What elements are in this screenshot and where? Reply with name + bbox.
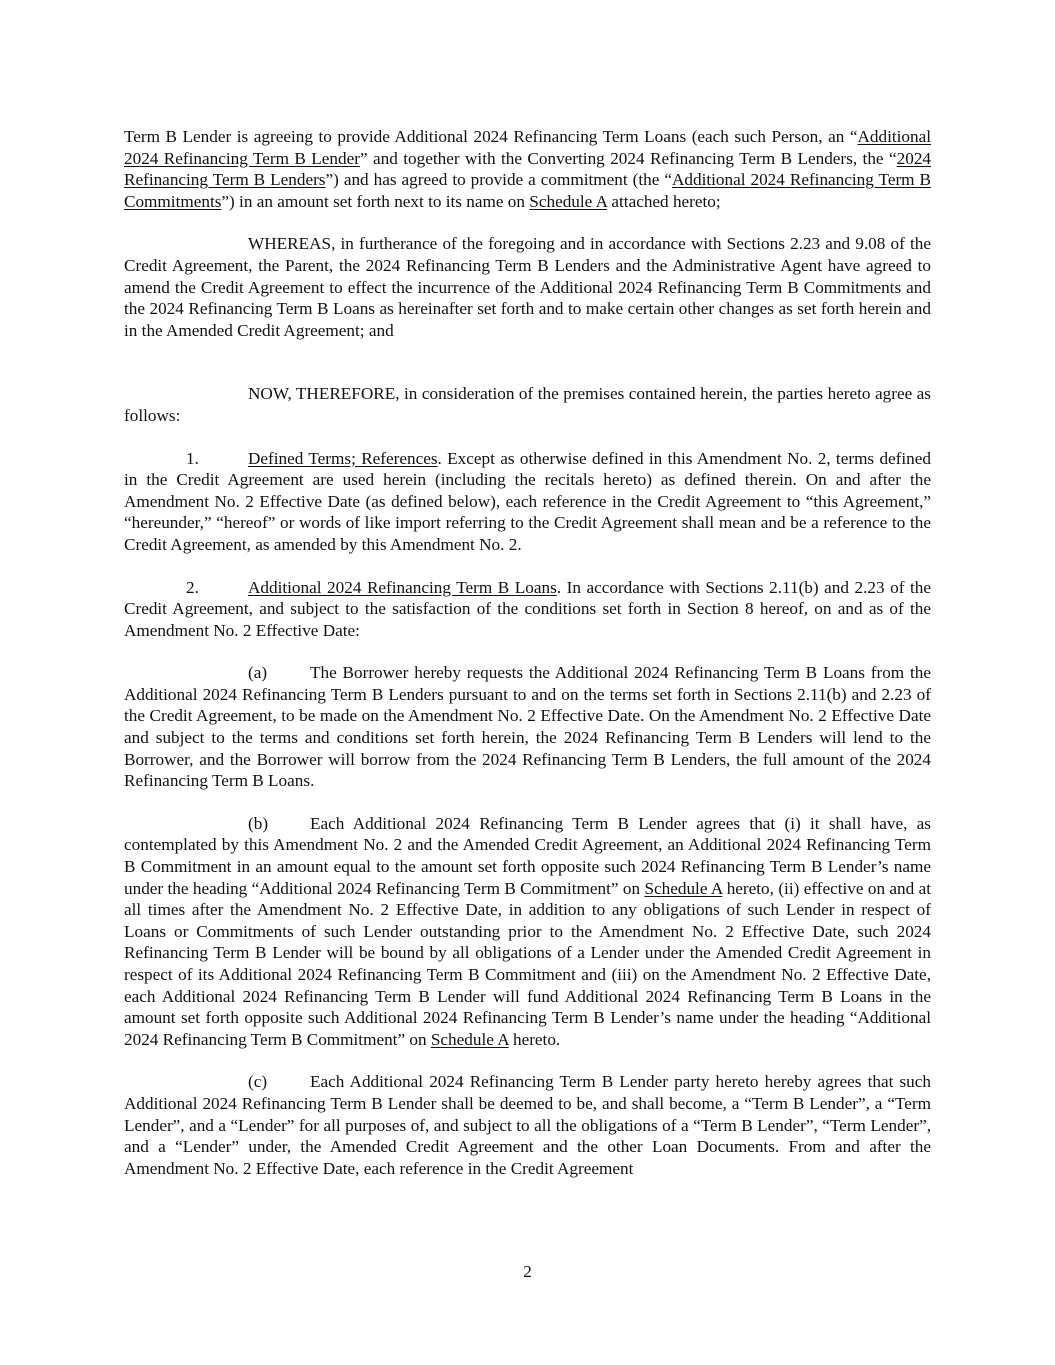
recital-continuation: [124, 126, 931, 212]
defined-term: Additional 2024 Refinancing Term B Lender: [124, 127, 931, 168]
text: attached hereto;: [607, 191, 721, 211]
text: ” and together with the Converting 2024 Refinancing Term B Lenders, the “: [359, 148, 897, 168]
section-heading: Additional 2024 Refinancing Term B Loans: [248, 577, 557, 597]
section-body: . Except as otherwise defined in this Amendment No. 2, terms defined in the Credit Agreement are used herein (including the recitals hereto) as defined therein. On and after the Amendment No. 2 Effective Date (as defined below), each reference in the Credit Agreement to “this Agreement,” “hereunder,” “hereof” or words of like import referring to the Credit Agreement shall mean and be a reference to the Credit Agreement, as amended by this Amendment No. 2.: [124, 448, 931, 554]
section-number: 1.: [186, 448, 199, 468]
section-2: [124, 577, 931, 642]
defined-term: 2024 Refinancing Term B Lenders: [124, 148, 931, 190]
schedule-reference: Schedule A: [644, 878, 723, 898]
subsection-b: [124, 813, 931, 1051]
schedule-reference: Schedule A: [529, 191, 608, 211]
document-page: [124, 126, 931, 1179]
section-body: . In accordance with Sections 2.11(b) and 2.23 of the Credit Agreement, and subject to the satisfaction of the conditions set forth in Section 8 hereof, on and as of the Amendment No. 2 Effective Date:: [124, 577, 931, 640]
text: ”) and has agreed to provide a commitment (the “: [325, 170, 672, 190]
text: hereto, (ii) effective on and at all times after the Amendment No. 2 Effective Date, in addition to any obligations of such Lender in respect of Loans or Commitments of such Lender outstanding prior to the Amendment No. 2 Effective Date, such 2024 Refinancing Term B Lender will be bound by all obligations of a Lender under the Amended Credit Agreement in respect of its Additional 2024 Refinancing Term B Commitment and (iii) on the Amendment No. 2 Effective Date, each Additional 2024 Refinancing Term B Lender will fund Additional 2024 Refinancing Term B Loans in the amount set forth opposite such Additional 2024 Refinancing Term B Lender’s name under the heading “Additional 2024 Refinancing Term B Commitment” on: [124, 878, 931, 1049]
text: ”) in an amount set forth next to its name on: [221, 191, 530, 211]
subsection-body: The Borrower hereby requests the Additional 2024 Refinancing Term B Loans from the Additional 2024 Refinancing Term B Lenders pursuant to and on the terms set forth in Sections 2.11(b) and 2.23 of the Credit Agreement, to be made on the Amendment No. 2 Effective Date. On the Amendment No. 2 Effective Date and subject to the terms and conditions set forth herein, the 2024 Refinancing Term B Lenders will lend to the Borrower, and the Borrower will borrow from the 2024 Refinancing Term B Lenders, the full amount of the 2024 Refinancing Term B Loans.: [124, 663, 931, 791]
section-1: [124, 448, 931, 556]
subsection-a: [124, 662, 931, 792]
now-therefore-clause: [124, 383, 931, 426]
subsection-letter: (a): [248, 663, 268, 683]
subsection-body: Each Additional 2024 Refinancing Term B Lender party hereto hereby agrees that such Additional 2024 Refinancing Term B Lender shall be deemed to be, and shall become, a “Term B Lender”, a “Term Lender”, and a “Lender” for all purposes of, and subject to all the obligations of a “Term B Lender”, “Term Lender”, and a “Lender” under, the Amended Credit Agreement and the other Loan Documents. From and after the Amendment No. 2 Effective Date, each reference in the Credit Agreement: [124, 1072, 931, 1178]
subsection-c: [124, 1071, 931, 1179]
defined-term: Additional 2024 Refinancing Term B Commitments: [124, 170, 931, 211]
section-heading: Defined Terms; References: [248, 448, 438, 468]
text: WHEREAS, in furtherance of the foregoing and in accordance with Sections 2.23 and 9.08 of the Credit Agreement, the Parent, the 2024 Refinancing Term B Lenders and the Administrative Agent have agreed to amend the Credit Agreement to effect the incurrence of the Additional 2024 Refinancing Term B Commitments and the 2024 Refinancing Term B Loans as hereinafter set forth and to make certain other changes as set forth herein and in the Amended Credit Agreement; and: [124, 234, 931, 340]
subsection-letter: (c): [248, 1072, 268, 1092]
text: NOW, THEREFORE, in consideration of the premises contained herein, the parties hereto agree as follows:: [124, 384, 931, 425]
subsection-letter: (b): [248, 813, 269, 833]
whereas-recital: [124, 233, 931, 341]
page-number: 2: [523, 1262, 532, 1281]
section-number: 2.: [186, 577, 199, 597]
text: Term B Lender is agreeing to provide Additional 2024 Refinancing Term Loans (each such Person, an “: [124, 127, 858, 146]
text: hereto.: [508, 1029, 561, 1049]
schedule-reference: Schedule A: [430, 1029, 509, 1049]
text: Each Additional 2024 Refinancing Term B Lender agrees that (i) it shall have, as contemplated by this Amendment No. 2 and the Amended Credit Agreement, an Additional 2024 Refinancing Term B Commitment in an amount equal to the amount set forth opposite such 2024 Refinancing Term B Lender’s name under the heading “Additional 2024 Refinancing Term B Commitment” on: [124, 813, 931, 898]
